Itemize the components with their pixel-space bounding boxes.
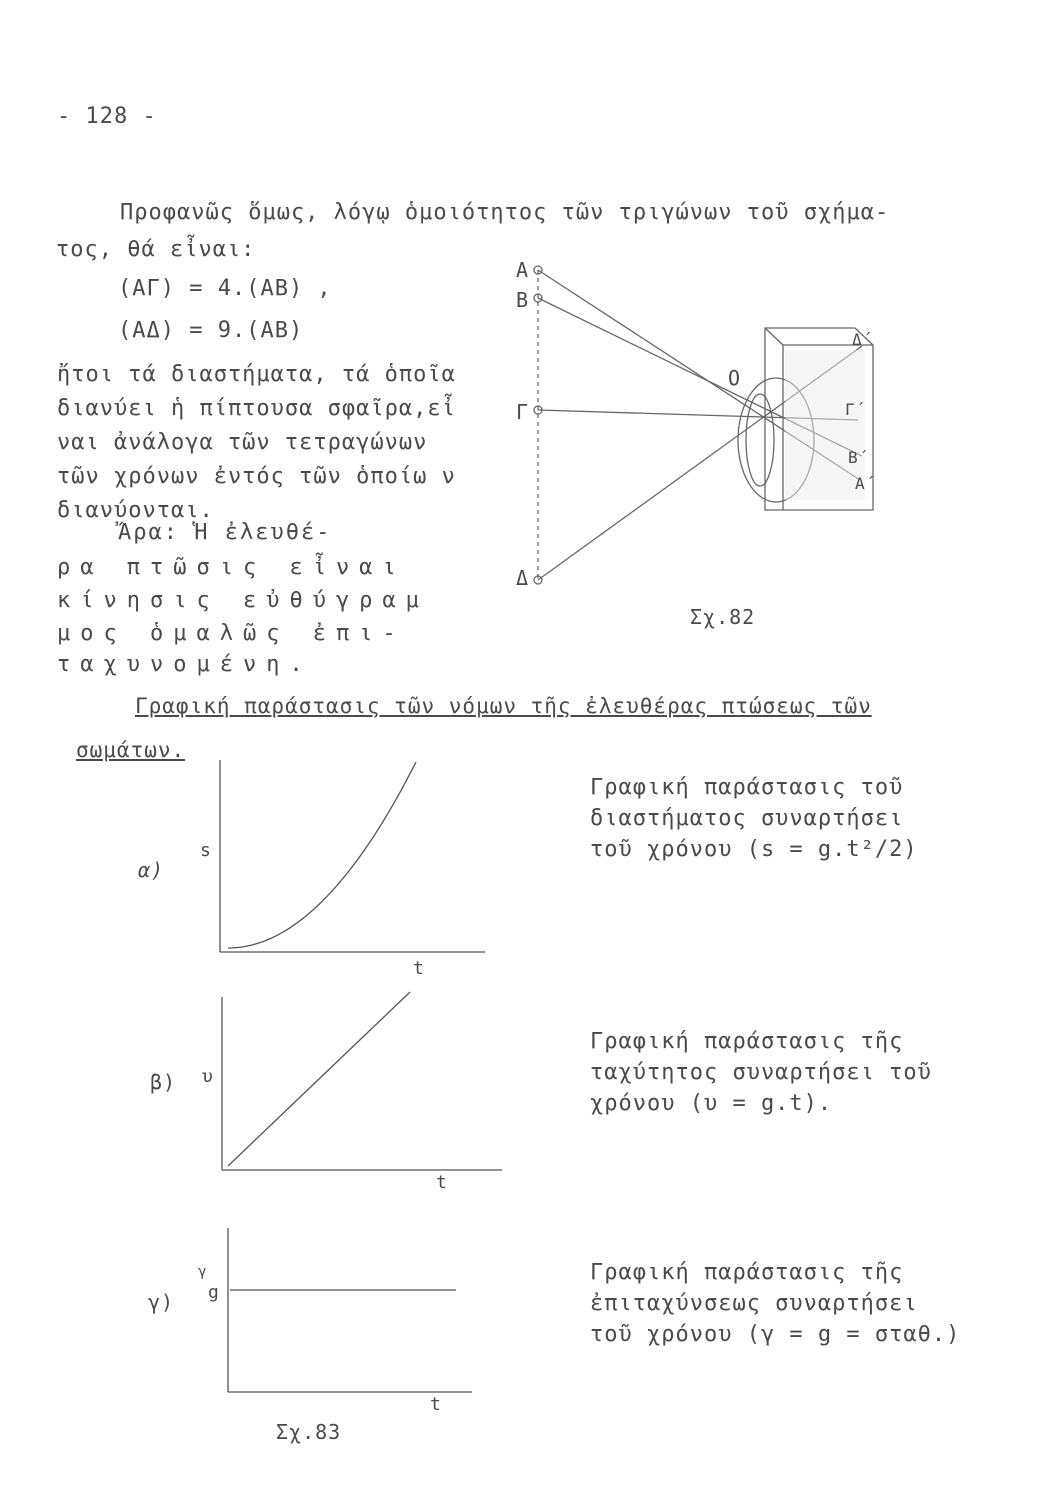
graph-a-desc-2: διαστήματος συναρτήσει (590, 806, 904, 831)
graph-a-y-label: s (200, 840, 212, 861)
intro-line-2: τος, θά εἶναι: (56, 237, 256, 262)
graph-c-marker: γ) (148, 1290, 175, 1314)
graph-b-marker: β) (150, 1070, 177, 1094)
section-heading-line-2: σωμάτων. (76, 738, 186, 762)
graph-a-marker: α) (138, 858, 165, 882)
graph-c-desc-2: ἐπιταχύνσεως συναρτήσει (590, 1291, 918, 1316)
graph-c-y-label: γ (198, 1264, 208, 1280)
graph-b-line (228, 992, 410, 1166)
figure-82-caption: Σχ.82 (690, 605, 756, 629)
graph-b-desc-2: ταχύτητος συναρτήσει τοῦ (590, 1060, 932, 1085)
graph-b-desc-1: Γραφική παράστασις τῆς (590, 1029, 904, 1054)
explanation-line-3: ναι ἀνάλογα τῶν τετραγώνων (57, 430, 428, 455)
equation-ad: (ΑΔ) = 9.(ΑΒ) (118, 318, 304, 343)
explanation-line-4: τῶν χρόνων ἐντός τῶν ὁποίω ν (57, 464, 456, 489)
explanation-line-1: ἤτοι τά διαστήματα, τά ὁποῖα (57, 362, 456, 387)
figure-83-caption: Σχ.83 (276, 1420, 342, 1444)
label-d-prime: Δ΄ (852, 330, 874, 349)
graph-a-desc-1: Γραφική παράστασις τοῦ (590, 775, 904, 800)
conclusion-line-1: Ἄρα: Ἡ ἐλευθέ- (118, 520, 332, 545)
conclusion-line-4: μος ὁμαλῶς ἐπι- (57, 621, 406, 646)
graph-b-y-label: υ (202, 1066, 214, 1087)
graph-a-desc-3: τοῦ χρόνου (s = g.t²/2) (590, 837, 918, 862)
explanation-line-2: διανύει ἡ πίπτουσα σφαῖρα,εἶ (57, 396, 456, 421)
label-a: Α (516, 258, 530, 282)
conclusion-line-5: ταχυνομένη. (57, 652, 313, 677)
intro-line-1: Προφανῶς ὅμως, λόγῳ ὁμοιότητος τῶν τριγώνων τοῦ σχήμα- (120, 200, 890, 225)
graph-b-x-label: t (436, 1172, 448, 1193)
label-a-prime: Α΄ (855, 474, 877, 493)
equation-ag: (ΑΓ) = 4.(ΑΒ) , (118, 276, 332, 301)
label-b-prime: Β΄ (848, 448, 870, 467)
graph-b-desc-3: χρόνου (υ = g.t). (590, 1091, 833, 1116)
graph-c-desc-1: Γραφική παράστασις τῆς (590, 1260, 904, 1285)
explanation-line-5: διανύονται. (57, 498, 214, 523)
graph-c-x-label: t (430, 1394, 442, 1415)
label-d: Δ (516, 566, 530, 590)
graph-a-curve (228, 762, 416, 948)
graph-a-x-label: t (413, 958, 425, 979)
label-o: Ο (728, 366, 742, 390)
page-number: - 128 - (57, 104, 157, 129)
section-heading-line-1: Γραφική παράστασις τῶν νόμων τῆς ἐλευθέρας πτώσεως τῶν (135, 694, 872, 718)
label-g-prime: Γ΄ (845, 400, 867, 419)
graph-c-g-label: g (208, 1282, 220, 1303)
conclusion-line-2: ρα πτῶσις εἶναι (57, 555, 406, 580)
label-b: Β (516, 288, 530, 312)
graph-c-desc-3: τοῦ χρόνου (γ = g = σταθ.) (590, 1322, 961, 1347)
label-g: Γ (516, 400, 530, 424)
conclusion-line-3: κίνησις εὐθύγραμ (57, 588, 429, 613)
